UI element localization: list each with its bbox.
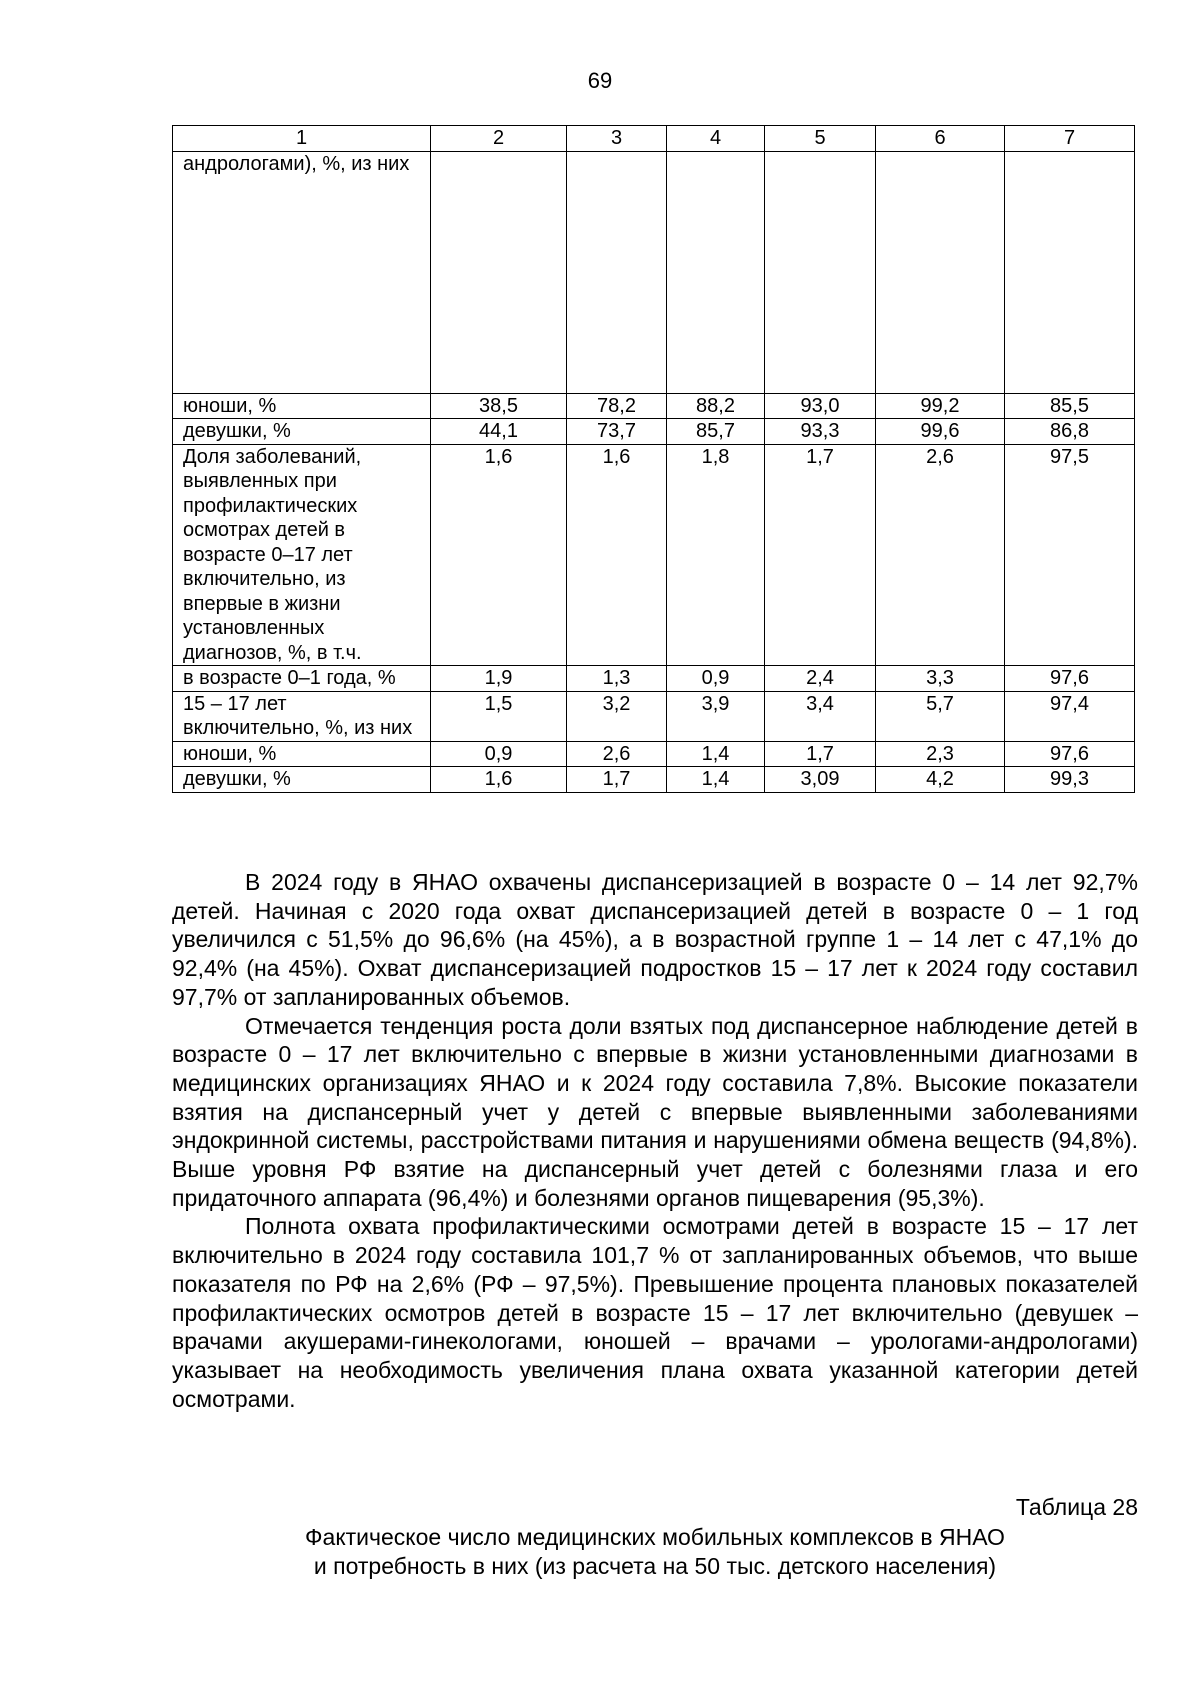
- body-text: [172, 868, 1138, 1413]
- table-cell: 1,4: [667, 741, 765, 767]
- table-cell: 1,7: [567, 767, 667, 793]
- table-title-line: и потребность в них (из расчета на 50 тыс. детского населения): [313, 1553, 997, 1579]
- row-label: юноши, %: [173, 741, 431, 767]
- table-cell: 0,9: [431, 741, 567, 767]
- table-cell: 1,6: [567, 444, 667, 666]
- table-row: [173, 741, 1135, 767]
- table-title-line: Фактическое число медицинских мобильных комплексов в ЯНАО: [305, 1524, 1005, 1550]
- table-cell: 2,4: [765, 666, 876, 692]
- table-row: [173, 393, 1135, 419]
- paragraph: В 2024 году в ЯНАО охвачены диспансеризацией в возрасте 0 – 14 лет 92,7% детей. Начиная с 2020 года охват диспансеризацией детей в возрасте 0 – 1 год увеличился с 51,5% до 96,6% (на 45%), а в возрастной группе 1 – 14 лет с 47,1% до 92,4% (на 45%). Охват диспансеризацией подростков 15 – 17 лет к 2024 году составил 97,7% от запланированных объемов.: [172, 869, 1138, 1010]
- table-cell: 1,6: [431, 767, 567, 793]
- table-cell: 97,6: [1005, 741, 1135, 767]
- table-cell: 88,2: [667, 393, 765, 419]
- table-cell: 97,6: [1005, 666, 1135, 692]
- row-label: 15 – 17 лет включительно, %, из них: [173, 691, 431, 741]
- table-cell: 99,3: [1005, 767, 1135, 793]
- table-cell: [876, 151, 1005, 393]
- table-row: [173, 419, 1135, 445]
- table-cell: 93,0: [765, 393, 876, 419]
- table-header-cell: 6: [876, 126, 1005, 152]
- table-cell: 38,5: [431, 393, 567, 419]
- table-cell: 1,8: [667, 444, 765, 666]
- table-row: [173, 151, 1135, 393]
- table-cell: 2,3: [876, 741, 1005, 767]
- table-cell: [567, 151, 667, 393]
- table-cell: 1,7: [765, 444, 876, 666]
- table-cell: [431, 151, 567, 393]
- table-cell: 2,6: [876, 444, 1005, 666]
- table-header-cell: 3: [567, 126, 667, 152]
- table-cell: 73,7: [567, 419, 667, 445]
- table-cell: 3,09: [765, 767, 876, 793]
- table-cell: 1,7: [765, 741, 876, 767]
- table-row: [173, 767, 1135, 793]
- table-row: [173, 666, 1135, 692]
- table-title: [172, 1523, 1138, 1581]
- table-cell: 99,2: [876, 393, 1005, 419]
- row-label: андрологами), %, из них: [173, 151, 431, 393]
- table-cell: 85,7: [667, 419, 765, 445]
- table-row: [173, 691, 1135, 741]
- row-label: девушки, %: [173, 767, 431, 793]
- table-header-cell: 5: [765, 126, 876, 152]
- table-header-cell: 2: [431, 126, 567, 152]
- table-header-cell: 1: [173, 126, 431, 152]
- table-cell: 1,5: [431, 691, 567, 741]
- table-cell: 2,6: [567, 741, 667, 767]
- row-label: девушки, %: [173, 419, 431, 445]
- paragraph: Отмечается тенденция роста доли взятых под диспансерное наблюдение детей в возрасте 0 – 17 лет включительно с впервые в жизни установленными диагнозами в медицинских организациях ЯНАО и к 2024 году составила 7,8%. Высокие показатели взятия на диспансерный учет у детей с впервые выявленными заболеваниями эндокринной системы, расстройствами питания и нарушениями обмена веществ (94,8%). Выше уровня РФ взятие на диспансерный учет детей с болезнями глаза и его придаточного аппарата (96,4%) и болезнями органов пищеварения (95,3%).: [172, 1012, 1138, 1211]
- table-cell: 3,3: [876, 666, 1005, 692]
- row-label: юноши, %: [173, 393, 431, 419]
- table-cell: 97,4: [1005, 691, 1135, 741]
- table-cell: 78,2: [567, 393, 667, 419]
- table-cell: 4,2: [876, 767, 1005, 793]
- table-cell: [667, 151, 765, 393]
- table-header-row: [173, 126, 1135, 152]
- table-cell: [765, 151, 876, 393]
- table-cell: 93,3: [765, 419, 876, 445]
- table-cell: [1005, 151, 1135, 393]
- paragraph: Полнота охвата профилактическими осмотрами детей в возрасте 15 – 17 лет включительно в 2024 году составила 101,7 % от запланированных объемов, что выше показателя по РФ на 2,6% (РФ – 97,5%). Превышение процента плановых показателей профилактических осмотров детей в возрасте 15 – 17 лет включительно (девушек – врачами акушерами-гинекологами, юношей – врачами – урологами-андрологами) указывает на необходимость увеличения плана охвата указанной категории детей осмотрами.: [172, 1213, 1138, 1412]
- table-cell: 0,9: [667, 666, 765, 692]
- table-cell: 1,6: [431, 444, 567, 666]
- table-cell: 5,7: [876, 691, 1005, 741]
- table-cell: 1,3: [567, 666, 667, 692]
- data-table: [172, 125, 1135, 793]
- row-label: Доля заболеваний, выявленных при профилактических осмотрах детей в возрасте 0–17 лет включительно, из впервые в жизни установленных диагнозов, %, в т.ч.: [173, 444, 431, 666]
- table-cell: 85,5: [1005, 393, 1135, 419]
- table-cell: 3,2: [567, 691, 667, 741]
- table-header-cell: 4: [667, 126, 765, 152]
- table-cell: 3,9: [667, 691, 765, 741]
- table-row: [173, 444, 1135, 666]
- row-label: в возрасте 0–1 года, %: [173, 666, 431, 692]
- table-header-cell: 7: [1005, 126, 1135, 152]
- table-cell: 97,5: [1005, 444, 1135, 666]
- table-caption-label: Таблица 28: [1015, 1494, 1138, 1520]
- table-cell: 1,9: [431, 666, 567, 692]
- table-cell: 3,4: [765, 691, 876, 741]
- page-number: 69: [587, 68, 613, 93]
- table-cell: 1,4: [667, 767, 765, 793]
- table-cell: 44,1: [431, 419, 567, 445]
- table-cell: 99,6: [876, 419, 1005, 445]
- table-cell: 86,8: [1005, 419, 1135, 445]
